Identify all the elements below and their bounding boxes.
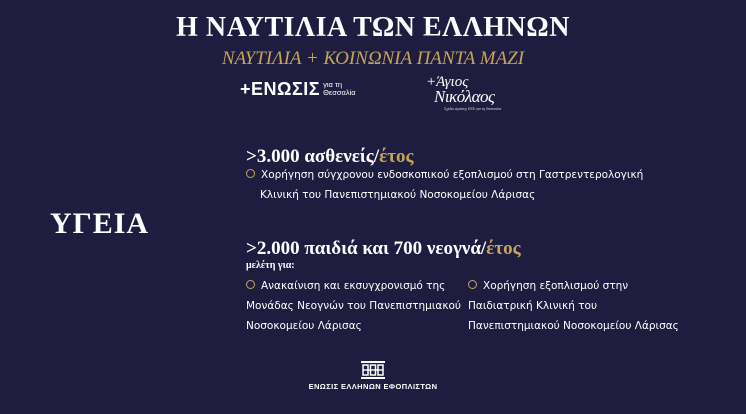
agios-nikolaos-logo [426, 74, 516, 116]
agios-nikolaos-logo-top: +Άγιος [426, 74, 469, 90]
bullet-neonatal-line-2: Μονάδας Νεογνών του Πανεπιστημιακού [246, 300, 462, 312]
bullet-circle-icon [246, 280, 255, 289]
bullet-circle-icon [468, 280, 477, 289]
enosis-logo-caption [323, 81, 356, 97]
stat-children-unit: έτος [486, 238, 521, 259]
stat-children-value: >2.000 παιδιά και 700 νεογνά/ [246, 238, 487, 259]
section-label-health: ΥΓΕΙΑ [50, 207, 150, 240]
enosis-thessalia-logo [240, 78, 356, 100]
bullet-circle-icon [246, 169, 255, 178]
bullet-pediatric-line-3: Πανεπιστημιακού Νοσοκομείου Λάρισας [468, 320, 679, 332]
study-label: μελέτη για: [246, 260, 295, 271]
enosis-logo-mark: +ΕΝΩΣΙΣ [240, 78, 321, 99]
stat-children [246, 238, 521, 260]
enosis-logo-caption-line-1: για τη [323, 80, 343, 89]
bullet-pediatric-line-1: Χορήγηση εξοπλισμού στην [483, 280, 629, 292]
footer-logo [0, 360, 746, 391]
bullet-pediatric-line-2: Παιδιατρική Κλινική του [468, 300, 598, 312]
bullet-gastro-line-2: Κλινική του Πανεπιστημιακού Νοσοκομείου Λάρισας [260, 189, 536, 201]
bullet-neonatal-line-3: Νοσοκομείου Λάρισας [246, 320, 362, 332]
stat-patients-unit: έτος [379, 146, 414, 167]
bullet-pediatric-clinic [468, 276, 708, 336]
slide-subtitle: ΝΑΥΤΙΛΙΑ + ΚΟΙΝΩΝΙΑ ΠΑΝΤΑ ΜΑΖΙ [221, 48, 525, 69]
stat-patients-value: >3.000 ασθενείς/ [246, 146, 380, 167]
agios-nikolaos-logo-main: Νικόλαος [434, 87, 495, 106]
enosis-logo-caption-line-2: Θεσσαλία [323, 88, 356, 97]
footer-org-name: ΕΝΩΣΙΣ ΕΛΛΗΝΩΝ ΕΦΟΠΛΙΣΤΩΝ [308, 382, 438, 391]
agios-nikolaos-logo-tagline: Σχέδιο Δράσης ΕΕΕ για τη Θεσσαλία [444, 107, 502, 111]
bullet-gastro-line-1: Χορήγηση σύγχρονου ενδοσκοπικού εξοπλισμού στη Γαστρεντερολογική [261, 169, 644, 181]
shipowners-emblem-icon [360, 360, 386, 380]
slide-title: Η ΝΑΥΤΙΛΙΑ ΤΩΝ ΕΛΛΗΝΩΝ [176, 12, 570, 43]
bullet-neonatal-line-1: Ανακαίνιση και εκσυγχρονισμό της [261, 280, 446, 292]
bullet-neonatal-unit [246, 276, 476, 336]
bullet-gastro-equipment [246, 165, 666, 205]
